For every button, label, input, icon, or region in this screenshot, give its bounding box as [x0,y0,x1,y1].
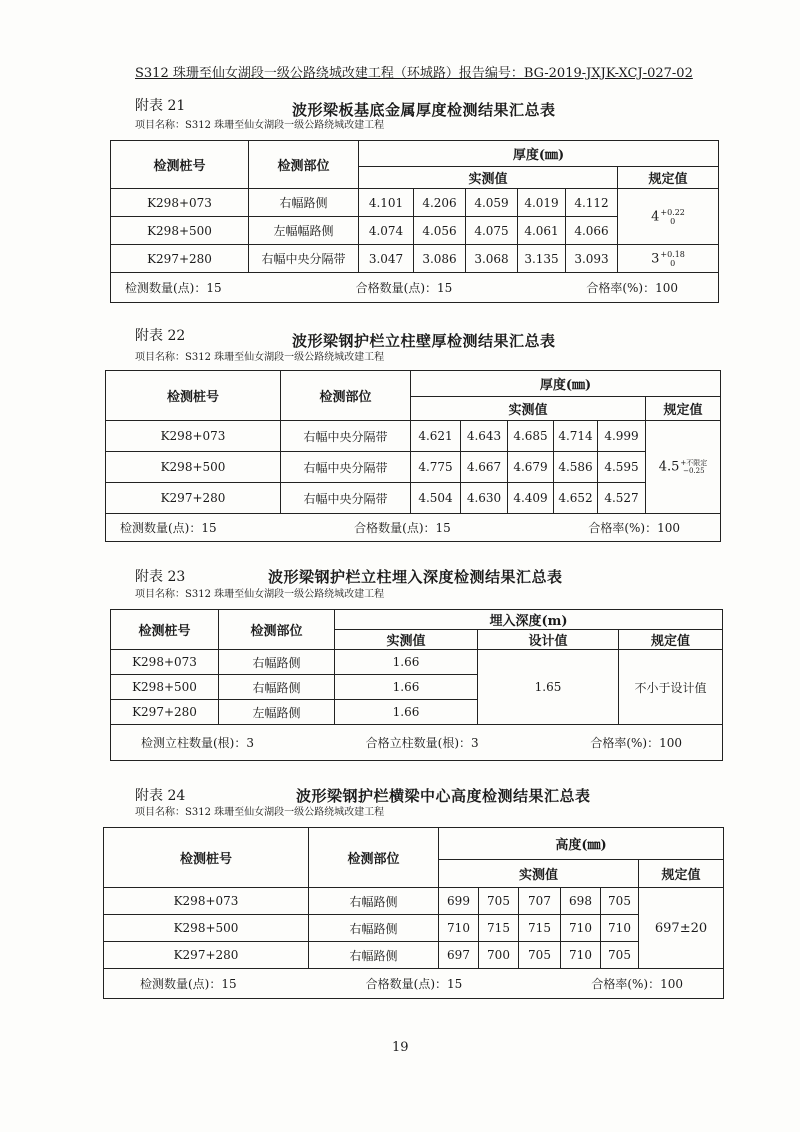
group-header: 埋入深度(m) [335,610,723,630]
value-cell: 3.068 [466,245,518,273]
table-row [111,650,723,675]
station-cell: K298+500 [111,217,249,245]
value-cell: 4.504 [411,483,461,514]
design-value-cell: 1.65 [478,650,619,725]
col-station-header: 检测桩号 [111,141,249,189]
value-cell: 3.135 [518,245,566,273]
spec-cell: 697±20 [639,888,724,969]
value-cell: 4.679 [508,452,554,483]
value-cell: 4.714 [554,421,598,452]
spec-lower: 0 [670,258,676,268]
station-cell: K298+500 [111,675,219,700]
summary-row [111,273,719,303]
value-cell: 4.586 [554,452,598,483]
project-name: 项目名称：S312 珠珊至仙女湖段一级公路绕城改建工程 [135,120,385,131]
col-station-header: 检测桩号 [111,610,219,650]
summary-count: 检测数量(点)：15 [140,977,237,991]
measured-header: 实测值 [335,630,478,650]
spec-header: 规定值 [619,630,723,650]
location-cell: 左幅路侧 [219,700,335,725]
table-row [106,421,721,452]
summary-row [111,725,723,761]
location-cell: 右幅中央分隔带 [281,421,411,452]
value-cell: 1.66 [335,700,478,725]
location-cell: 左幅幅路侧 [249,217,359,245]
value-cell: 4.075 [466,217,518,245]
annex-label: 附表 24 [135,788,186,804]
table-row [106,452,721,483]
station-cell: K297+280 [111,245,249,273]
value-cell: 3.086 [414,245,466,273]
annex-label: 附表 21 [135,98,186,114]
station-cell: K297+280 [106,483,281,514]
section-title: 波形梁钢护栏横梁中心高度检测结果汇总表 [296,787,591,805]
table-row [104,915,724,942]
height-table-24 [103,827,724,999]
design-header: 设计值 [478,630,619,650]
value-cell: 3.047 [359,245,414,273]
value-cell: 4.527 [598,483,646,514]
value-cell: 1.66 [335,675,478,700]
value-cell: 698 [561,888,601,915]
summary-rate: 合格率(%)：100 [591,977,683,991]
measured-header: 实测值 [359,167,618,189]
value-cell: 4.112 [566,189,618,217]
value-cell: 705 [519,942,561,969]
location-cell: 右幅路侧 [219,675,335,700]
station-cell: K298+073 [111,189,249,217]
col-location-header: 检测部位 [281,371,411,421]
col-location-header: 检测部位 [249,141,359,189]
spec-upper: +0.18 [660,249,685,259]
table-row [104,942,724,969]
spec-header: 规定值 [618,167,719,189]
value-cell: 4.056 [414,217,466,245]
value-cell: 4.066 [566,217,618,245]
spec-lower: −0.25 [683,467,705,475]
annex-label: 附表 23 [135,569,186,585]
annex-label: 附表 22 [135,328,186,344]
location-cell: 右幅中央分隔带 [281,483,411,514]
value-cell: 4.061 [518,217,566,245]
summary-rate: 合格率(%)：100 [586,281,678,295]
col-station-header: 检测桩号 [106,371,281,421]
page-number: 19 [392,1040,409,1055]
spec-upper: +0.22 [660,207,685,217]
value-cell: 715 [519,915,561,942]
value-cell: 4.643 [461,421,508,452]
value-cell: 1.66 [335,650,478,675]
summary-pass: 合格数量(点)：15 [355,281,453,295]
value-cell: 4.101 [359,189,414,217]
measured-header: 实测值 [439,860,639,888]
value-cell: 4.019 [518,189,566,217]
table-row [111,189,719,217]
value-cell: 4.775 [411,452,461,483]
value-cell: 705 [601,888,639,915]
spec-cell: 不小于设计值 [619,650,723,725]
value-cell: 699 [439,888,479,915]
value-cell: 707 [519,888,561,915]
group-header: 厚度(㎜) [359,141,719,167]
value-cell: 710 [439,915,479,942]
location-cell: 右幅中央分隔带 [281,452,411,483]
summary-row [106,514,721,542]
location-cell: 右幅路侧 [309,942,439,969]
group-header: 厚度(㎜) [411,371,721,397]
station-cell: K298+500 [104,915,309,942]
summary-pass: 合格数量(点)：15 [354,521,451,535]
thickness-table-21 [110,140,719,303]
station-cell: K298+073 [111,650,219,675]
station-cell: K297+280 [104,942,309,969]
spec-header: 规定值 [646,397,721,421]
spec-cell [618,245,719,273]
project-name: 项目名称：S312 珠珊至仙女湖段一级公路绕城改建工程 [135,589,385,600]
location-cell: 右幅路侧 [219,650,335,675]
project-name: 项目名称：S312 珠珊至仙女湖段一级公路绕城改建工程 [135,352,385,363]
value-cell: 705 [479,888,519,915]
summary-count: 检测数量(点)：15 [125,281,222,295]
project-name: 项目名称：S312 珠珊至仙女湖段一级公路绕城改建工程 [135,807,385,818]
station-cell: K298+073 [104,888,309,915]
location-cell: 右幅路侧 [309,915,439,942]
summary-rate: 合格率(%)：100 [590,736,683,750]
spec-header: 规定值 [639,860,724,888]
value-cell: 697 [439,942,479,969]
value-cell: 4.206 [414,189,466,217]
location-cell: 右幅中央分隔带 [249,245,359,273]
summary-count: 检测数量(点)：15 [120,521,217,535]
spec-cell [618,189,719,245]
col-station-header: 检测桩号 [104,828,309,888]
summary-count: 检测立柱数量(根)：3 [141,736,254,750]
col-location-header: 检测部位 [219,610,335,650]
section-title: 波形梁板基底金属厚度检测结果汇总表 [292,101,556,119]
summary-pass: 合格立柱数量(根)：3 [365,736,479,750]
station-cell: K298+073 [106,421,281,452]
value-cell: 4.059 [466,189,518,217]
spec-cell [646,421,721,514]
location-cell: 右幅路侧 [249,189,359,217]
section-title: 波形梁钢护栏立柱埋入深度检测结果汇总表 [268,568,563,586]
value-cell: 4.999 [598,421,646,452]
spec-base: 4.5 [658,459,680,475]
depth-table-23 [110,609,723,761]
summary-pass: 合格数量(点)：15 [365,977,463,991]
location-cell: 右幅路侧 [309,888,439,915]
value-cell: 715 [479,915,519,942]
value-cell: 4.685 [508,421,554,452]
spec-lower: 0 [670,216,676,226]
value-cell: 700 [479,942,519,969]
value-cell: 4.652 [554,483,598,514]
value-cell: 3.093 [566,245,618,273]
value-cell: 710 [561,915,601,942]
thickness-table-22 [105,370,721,542]
spec-upper: +不限定 [680,459,708,467]
page-header: S312 珠珊至仙女湖段一级公路绕城改建工程（环城路）报告编号：BG-2019-JXJK-XCJ-027-02 [135,66,693,81]
station-cell: K297+280 [111,700,219,725]
value-cell: 4.667 [461,452,508,483]
group-header: 高度(㎜) [439,828,724,860]
value-cell: 4.074 [359,217,414,245]
value-cell: 710 [561,942,601,969]
summary-rate: 合格率(%)：100 [588,521,680,535]
value-cell: 4.595 [598,452,646,483]
section-title: 波形梁钢护栏立柱壁厚检测结果汇总表 [292,332,556,350]
spec-base: 3 [651,251,660,266]
station-cell: K298+500 [106,452,281,483]
summary-row [104,969,724,999]
table-row [106,483,721,514]
value-cell: 705 [601,942,639,969]
value-cell: 4.409 [508,483,554,514]
measured-header: 实测值 [411,397,646,421]
value-cell: 4.630 [461,483,508,514]
table-row [111,245,719,273]
spec-base: 4 [651,209,660,224]
value-cell: 710 [601,915,639,942]
col-location-header: 检测部位 [309,828,439,888]
table-row [104,888,724,915]
value-cell: 4.621 [411,421,461,452]
